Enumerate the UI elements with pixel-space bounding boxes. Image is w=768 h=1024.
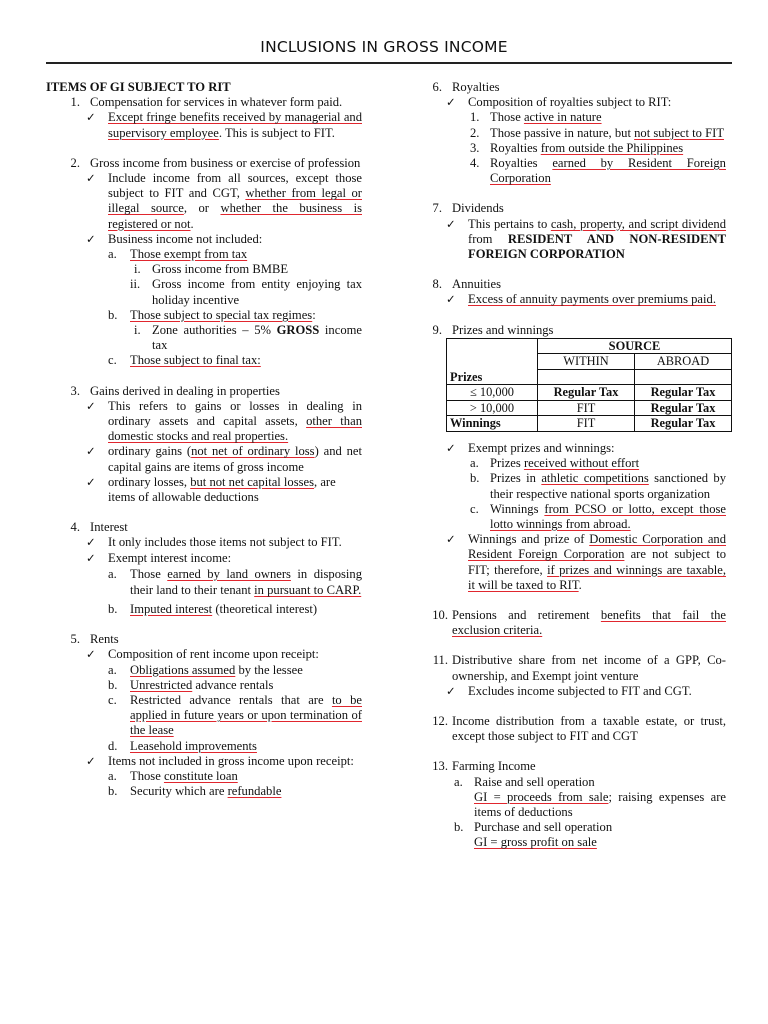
item-5-b: b. Unrestricted advance rentals xyxy=(108,677,274,692)
check-icon: ✓ xyxy=(86,171,96,186)
table-row-label: ≤ 10,000 xyxy=(447,385,538,401)
table-header-abroad: ABROAD xyxy=(635,354,732,370)
item-3-check-1: ✓ This refers to gains or losses in dealing in ordinary assets and capital assets, other than domestic stocks and real properties. xyxy=(86,398,362,444)
item-13-b: b. Purchase and sell operation xyxy=(454,820,613,835)
left-column xyxy=(46,80,362,799)
item-5-c: c. Restricted advance rentals that are to be applied in future years or upon termination of the lease xyxy=(108,692,362,738)
item-1 xyxy=(46,95,362,110)
item-5-e: a. Those constitute loan xyxy=(108,768,238,783)
item-6-3: 3. Royalties from outside the Philippines xyxy=(470,140,684,155)
item-number: 8. xyxy=(432,277,442,292)
item-4-a: a. Those earned by land owners in disposing their land to their tenant in pursuant to CARP. xyxy=(108,566,362,598)
page-title: INCLUSIONS IN GROSS INCOME xyxy=(260,38,508,56)
check-icon: ✓ xyxy=(446,440,456,455)
item-9-b: b. Prizes in athletic competitions sanctioned by their respective national sports organization xyxy=(470,471,726,501)
item-2-c: c. Those subject to final tax: xyxy=(108,353,261,368)
item-13-a: a. Raise and sell operation xyxy=(454,774,595,789)
item-4-check-1: ✓ It only includes those items not subject to FIT. xyxy=(86,535,342,550)
item-number: 2. xyxy=(70,155,80,170)
item-6 xyxy=(426,80,726,95)
check-icon: ✓ xyxy=(86,753,96,768)
item-3 xyxy=(46,384,362,399)
item-text: Royalties xyxy=(452,80,500,94)
right-column xyxy=(426,80,726,851)
item-8 xyxy=(426,277,726,292)
item-1-check-1: ✓ Except fringe benefits received by managerial and supervisory employee. This is subject to FIT. xyxy=(86,110,362,140)
item-6-1: 1. Those active in nature xyxy=(470,110,602,125)
check-icon: ✓ xyxy=(86,474,96,489)
check-icon: ✓ xyxy=(86,231,96,246)
prizes-tax-table xyxy=(446,338,732,432)
item-number: 4. xyxy=(70,520,80,535)
item-12 xyxy=(426,714,726,744)
check-icon: ✓ xyxy=(86,647,96,662)
item-number: 9. xyxy=(432,322,442,337)
item-4-check-2: ✓ Exempt interest income: xyxy=(86,550,232,565)
item-text: Prizes and winnings xyxy=(452,322,554,337)
table-cell: Regular Tax xyxy=(635,385,732,401)
item-11 xyxy=(426,653,726,683)
item-number: 5. xyxy=(70,632,80,647)
item-11-check-1: ✓ Excludes income subjected to FIT and CGT. xyxy=(446,683,692,698)
table-row-label: Winnings xyxy=(447,416,538,432)
section-heading: ITEMS OF GI SUBJECT TO RIT xyxy=(46,80,231,94)
item-2-a-i: i. Gross income from BMBE xyxy=(134,262,289,277)
item-3-check-3: ✓ ordinary losses, but not net capital losses, are items of allowable deductions xyxy=(86,474,336,505)
check-icon: ✓ xyxy=(86,444,96,459)
item-2-a: a. Those exempt from tax xyxy=(108,247,248,262)
item-8-check-1: ✓ Excess of annuity payments over premiums paid. xyxy=(446,292,716,307)
table-header-within: WITHIN xyxy=(538,354,635,370)
item-9 xyxy=(426,323,726,338)
item-number: 1. xyxy=(70,95,80,110)
item-number: 6. xyxy=(432,80,442,94)
check-icon: ✓ xyxy=(86,398,96,413)
check-icon: ✓ xyxy=(446,292,456,307)
item-6-check-1: ✓ Composition of royalties subject to RIT: xyxy=(446,95,672,110)
item-text: Annuities xyxy=(452,277,501,292)
item-9-check-1: ✓ Exempt prizes and winnings: xyxy=(446,440,615,455)
table-cell: FIT xyxy=(538,416,635,432)
table-cell: FIT xyxy=(538,400,635,416)
table-cell: Regular Tax xyxy=(635,400,732,416)
check-icon: ✓ xyxy=(86,535,96,550)
item-2-check-1: ✓ Include income from all sources, except those subject to FIT and CGT, whether from legal or illegal source, or whether the business is registered or not. xyxy=(86,171,362,231)
item-2 xyxy=(46,156,362,171)
item-3-check-2: ✓ ordinary gains (not net of ordinary loss) and net capital gains are items of gross income xyxy=(86,444,362,474)
table-header-source: SOURCE xyxy=(538,338,732,354)
table-corner-cell xyxy=(447,338,538,369)
item-text: Income distribution from a taxable estate, or trust, except those subject to FIT and CGT xyxy=(452,713,726,744)
item-4-b: b. Imputed interest (theoretical interest) xyxy=(108,601,318,616)
item-2-check-2: ✓ Business income not included: xyxy=(86,231,263,246)
item-text: Interest xyxy=(90,520,128,535)
item-7 xyxy=(426,201,726,216)
item-number: 13. xyxy=(432,759,448,774)
item-text: Gains derived in dealing in properties xyxy=(90,383,280,398)
item-number: 3. xyxy=(70,383,80,398)
item-5-d: d. Leasehold improvements xyxy=(108,738,257,753)
item-2-b: b. Those subject to special tax regimes: xyxy=(108,307,316,322)
item-text: Gross income from business or exercise of profession xyxy=(90,155,361,170)
table-cell: Regular Tax xyxy=(635,416,732,432)
item-number: 10. xyxy=(432,607,448,622)
item-6-2: 2. Those passive in nature, but not subject to FIT xyxy=(470,125,725,140)
title-rule xyxy=(46,62,732,64)
item-number: 7. xyxy=(432,201,442,216)
item-2-b-i: i. Zone authorities – 5% GROSS income tax xyxy=(134,323,363,353)
item-13 xyxy=(426,759,726,774)
check-icon: ✓ xyxy=(446,683,456,698)
table-cell: Regular Tax xyxy=(538,385,635,401)
item-number: 12. xyxy=(432,713,448,728)
item-9-a: a. Prizes received without effort xyxy=(470,456,640,471)
item-9-c: c. Winnings from PCSO or lotto, except those lotto winnings from abroad. xyxy=(470,501,726,531)
item-13-a-detail: GI = proceeds from sale; raising expenses are items of deductions xyxy=(474,789,726,819)
item-text: Distributive share from net income of a GPP, Co-ownership, and Exempt joint venture xyxy=(452,653,726,683)
item-text: Dividends xyxy=(452,201,504,216)
item-5 xyxy=(46,632,362,647)
item-5-check-2: ✓ Items not included in gross income upon receipt: xyxy=(86,753,354,768)
item-4 xyxy=(46,520,362,535)
item-5-a: a. Obligations assumed by the lessee xyxy=(108,662,303,677)
item-13-b-detail: GI = gross profit on sale xyxy=(474,835,597,850)
check-icon: ✓ xyxy=(446,532,456,547)
table-row-label: > 10,000 xyxy=(447,400,538,416)
item-5-f: b. Security which are refundable xyxy=(108,784,282,799)
item-text: Rents xyxy=(90,632,119,647)
check-icon: ✓ xyxy=(86,550,96,565)
item-9-check-2: ✓ Winnings and prize of Domestic Corporation and Resident Foreign Corporation are not subject to FIT; therefore, if prizes and winnings are taxable, it will be taxed to RIT. xyxy=(446,532,727,592)
check-icon: ✓ xyxy=(86,110,96,125)
check-icon: ✓ xyxy=(446,216,456,231)
item-2-a-ii: ii. Gross income from entity enjoying tax holiday incentive xyxy=(130,277,362,307)
check-icon: ✓ xyxy=(446,95,456,110)
item-text: Compensation for services in whatever form paid. xyxy=(90,95,343,110)
item-number: 11. xyxy=(432,653,448,668)
table-row-label: Prizes xyxy=(447,370,538,385)
item-text: Farming Income xyxy=(452,759,536,774)
item-10: 10. Pensions and retirement benefits that fail the exclusion criteria. xyxy=(426,608,726,638)
item-5-check-1: ✓ Composition of rent income upon receipt: xyxy=(86,647,319,662)
item-6-4: 4. Royalties earned by Resident Foreign Corporation xyxy=(470,156,726,186)
item-7-check-1: ✓ This pertains to cash, property, and script dividend from RESIDENT AND NON-RESIDENT FOREIGN CORPORATION xyxy=(446,216,726,262)
